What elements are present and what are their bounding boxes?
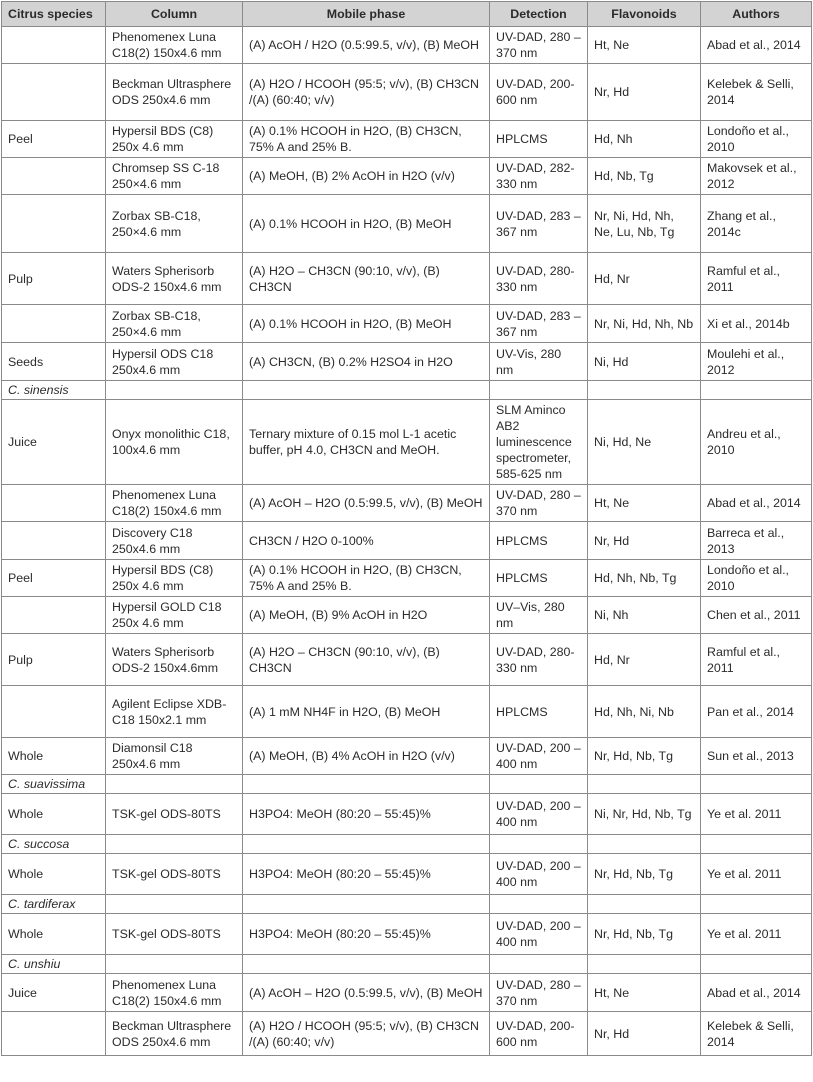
empty-cell (243, 835, 490, 854)
table-row (2, 794, 812, 835)
flavonoids-cell: Hd, Nh (588, 121, 701, 158)
table-row (2, 158, 812, 195)
authors-cell: Ye et al. 2011 (701, 854, 812, 895)
mobile-phase-cell: (A) 1 mM NH4F in H2O, (B) MeOH (243, 686, 490, 738)
authors-cell: Ye et al. 2011 (701, 794, 812, 835)
empty-cell (106, 955, 243, 974)
column-cell: Discovery C18 250x4.6 mm (106, 522, 243, 560)
mobile-phase-cell: (A) MeOH, (B) 9% AcOH in H2O (243, 597, 490, 634)
authors-cell: Pan et al., 2014 (701, 686, 812, 738)
citrus-species-cell (2, 158, 106, 195)
table-row (2, 854, 812, 895)
empty-cell (490, 955, 588, 974)
species-group-label: C. tardiferax (2, 895, 106, 914)
mobile-phase-cell: (A) MeOH, (B) 2% AcOH in H2O (v/v) (243, 158, 490, 195)
authors-cell: Londoño et al., 2010 (701, 121, 812, 158)
header-flavonoids: Flavonoids (588, 2, 701, 27)
detection-cell: SLM Aminco AB2 luminescence spectrometer, 585-625 nm (490, 400, 588, 485)
empty-cell (588, 775, 701, 794)
authors-cell: Chen et al., 2011 (701, 597, 812, 634)
column-cell: Phenomenex Luna C18(2) 150x4.6 mm (106, 27, 243, 64)
detection-cell: UV-DAD, 283 – 367 nm (490, 305, 588, 343)
flavonoids-cell: Nr, Hd (588, 522, 701, 560)
header-column: Column (106, 2, 243, 27)
mobile-phase-cell: H3PO4: MeOH (80:20 – 55:45)% (243, 794, 490, 835)
authors-cell: Zhang et al., 2014c (701, 195, 812, 253)
citrus-species-cell: Pulp (2, 253, 106, 305)
empty-cell (588, 835, 701, 854)
table-row (2, 1012, 812, 1056)
column-cell: Hypersil GOLD C18 250x 4.6 mm (106, 597, 243, 634)
citrus-species-cell: Peel (2, 121, 106, 158)
empty-cell (106, 835, 243, 854)
flavonoids-cell: Nr, Hd, Nb, Tg (588, 854, 701, 895)
detection-cell: UV-DAD, 280-330 nm (490, 634, 588, 686)
detection-cell: UV-DAD, 282-330 nm (490, 158, 588, 195)
flavonoids-cell: Hd, Nb, Tg (588, 158, 701, 195)
empty-cell (490, 775, 588, 794)
citrus-species-cell (2, 1012, 106, 1056)
column-cell: Phenomenex Luna C18(2) 150x4.6 mm (106, 485, 243, 522)
mobile-phase-cell: CH3CN / H2O 0-100% (243, 522, 490, 560)
authors-cell: Andreu et al., 2010 (701, 400, 812, 485)
citrus-species-cell: Whole (2, 738, 106, 775)
column-cell: Zorbax SB-C18, 250×4.6 mm (106, 305, 243, 343)
column-cell: Beckman Ultrasphere ODS 250x4.6 mm (106, 1012, 243, 1056)
mobile-phase-cell: (A) MeOH, (B) 4% AcOH in H2O (v/v) (243, 738, 490, 775)
header-row (2, 2, 812, 27)
mobile-phase-cell: (A) 0.1% HCOOH in H2O, (B) MeOH (243, 195, 490, 253)
table-row (2, 560, 812, 597)
citrus-species-cell: Seeds (2, 343, 106, 381)
species-group-label: C. suavissima (2, 775, 106, 794)
mobile-phase-cell: (A) AcOH – H2O (0.5:99.5, v/v), (B) MeOH (243, 485, 490, 522)
flavonoids-cell: Nr, Hd (588, 64, 701, 121)
authors-cell: Ramful et al., 2011 (701, 253, 812, 305)
mobile-phase-cell: (A) 0.1% HCOOH in H2O, (B) MeOH (243, 305, 490, 343)
flavonoids-cell: Hd, Nh, Ni, Nb (588, 686, 701, 738)
citrus-species-cell (2, 195, 106, 253)
header-detection: Detection (490, 2, 588, 27)
flavonoids-cell: Hd, Nr (588, 253, 701, 305)
column-cell: Hypersil BDS (C8) 250x 4.6 mm (106, 121, 243, 158)
species-group-row (2, 955, 812, 974)
mobile-phase-cell: Ternary mixture of 0.15 mol L-1 acetic buffer, pH 4.0, CH3CN and MeOH. (243, 400, 490, 485)
authors-cell: Kelebek & Selli, 2014 (701, 64, 812, 121)
species-group-row (2, 835, 812, 854)
flavonoids-cell: Nr, Hd, Nb, Tg (588, 914, 701, 955)
table-row (2, 974, 812, 1012)
citrus-species-cell: Juice (2, 974, 106, 1012)
authors-cell: Abad et al., 2014 (701, 974, 812, 1012)
mobile-phase-cell: (A) 0.1% HCOOH in H2O, (B) CH3CN, 75% A and 25% B. (243, 121, 490, 158)
column-cell: TSK-gel ODS-80TS (106, 794, 243, 835)
empty-cell (588, 955, 701, 974)
column-cell: Hypersil ODS C18 250x4.6 mm (106, 343, 243, 381)
column-cell: Diamonsil C18 250x4.6 mm (106, 738, 243, 775)
empty-cell (490, 895, 588, 914)
flavonoids-cell: Ni, Nh (588, 597, 701, 634)
header-authors: Authors (701, 2, 812, 27)
table-body (2, 27, 812, 1056)
mobile-phase-cell: H3PO4: MeOH (80:20 – 55:45)% (243, 914, 490, 955)
empty-cell (701, 835, 812, 854)
detection-cell: UV-DAD, 280 – 370 nm (490, 974, 588, 1012)
table-row (2, 343, 812, 381)
citrus-species-cell (2, 485, 106, 522)
table-row (2, 121, 812, 158)
detection-cell: UV-DAD, 200 – 400 nm (490, 914, 588, 955)
table-row (2, 522, 812, 560)
flavonoids-cell: Nr, Ni, Hd, Nh, Nb (588, 305, 701, 343)
detection-cell: HPLCMS (490, 121, 588, 158)
citrus-species-cell (2, 522, 106, 560)
empty-cell (701, 381, 812, 400)
column-cell: Hypersil BDS (C8) 250x 4.6 mm (106, 560, 243, 597)
column-cell: Agilent Eclipse XDB-C18 150x2.1 mm (106, 686, 243, 738)
citrus-species-cell (2, 686, 106, 738)
table-row (2, 253, 812, 305)
empty-cell (106, 381, 243, 400)
detection-cell: UV–Vis, 280 nm (490, 597, 588, 634)
authors-cell: Xi et al., 2014b (701, 305, 812, 343)
authors-cell: Abad et al., 2014 (701, 485, 812, 522)
authors-cell: Londoño et al., 2010 (701, 560, 812, 597)
detection-cell: UV-DAD, 200-600 nm (490, 64, 588, 121)
mobile-phase-cell: (A) AcOH – H2O (0.5:99.5, v/v), (B) MeOH (243, 974, 490, 1012)
detection-cell: UV-DAD, 200 – 400 nm (490, 738, 588, 775)
citrus-species-cell: Pulp (2, 634, 106, 686)
empty-cell (106, 895, 243, 914)
species-group-label: C. succosa (2, 835, 106, 854)
table-row (2, 400, 812, 485)
species-group-row (2, 381, 812, 400)
citrus-species-cell (2, 597, 106, 634)
flavonoids-cell: Ni, Hd, Ne (588, 400, 701, 485)
empty-cell (243, 955, 490, 974)
detection-cell: UV-DAD, 200-600 nm (490, 1012, 588, 1056)
flavonoids-cell: Ht, Ne (588, 485, 701, 522)
flavonoids-cell: Ht, Ne (588, 27, 701, 64)
authors-cell: Moulehi et al., 2012 (701, 343, 812, 381)
detection-cell: UV-DAD, 280 – 370 nm (490, 27, 588, 64)
flavonoids-cell: Ni, Hd (588, 343, 701, 381)
authors-cell: Makovsek et al., 2012 (701, 158, 812, 195)
empty-cell (588, 381, 701, 400)
flavonoids-cell: Ht, Ne (588, 974, 701, 1012)
authors-cell: Abad et al., 2014 (701, 27, 812, 64)
empty-cell (243, 381, 490, 400)
mobile-phase-cell: (A) AcOH / H2O (0.5:99.5, v/v), (B) MeOH (243, 27, 490, 64)
detection-cell: UV-DAD, 280-330 nm (490, 253, 588, 305)
column-cell: Beckman Ultrasphere ODS 250x4.6 mm (106, 64, 243, 121)
detection-cell: HPLCMS (490, 686, 588, 738)
column-cell: Chromsep SS C-18 250×4.6 mm (106, 158, 243, 195)
authors-cell: Sun et al., 2013 (701, 738, 812, 775)
citrus-species-cell: Peel (2, 560, 106, 597)
table-row (2, 597, 812, 634)
citrus-species-cell: Whole (2, 854, 106, 895)
species-group-label: C. sinensis (2, 381, 106, 400)
authors-cell: Kelebek & Selli, 2014 (701, 1012, 812, 1056)
header-mobile-phase: Mobile phase (243, 2, 490, 27)
table-row (2, 195, 812, 253)
species-group-row (2, 895, 812, 914)
empty-cell (106, 775, 243, 794)
detection-cell: HPLCMS (490, 522, 588, 560)
citrus-species-cell (2, 64, 106, 121)
column-cell: Waters Spherisorb ODS-2 150x4.6 mm (106, 253, 243, 305)
mobile-phase-cell: (A) H2O / HCOOH (95:5; v/v), (B) CH3CN /(A) (60:40; v/v) (243, 64, 490, 121)
citrus-species-cell (2, 27, 106, 64)
table-row (2, 914, 812, 955)
mobile-phase-cell: (A) H2O – CH3CN (90:10, v/v), (B) CH3CN (243, 253, 490, 305)
column-cell: Phenomenex Luna C18(2) 150x4.6 mm (106, 974, 243, 1012)
column-cell: Zorbax SB-C18, 250×4.6 mm (106, 195, 243, 253)
detection-cell: UV-DAD, 283 – 367 nm (490, 195, 588, 253)
flavonoids-cell: Nr, Hd, Nb, Tg (588, 738, 701, 775)
table-row (2, 305, 812, 343)
empty-cell (490, 835, 588, 854)
table-row (2, 738, 812, 775)
mobile-phase-cell: (A) H2O – CH3CN (90:10, v/v), (B) CH3CN (243, 634, 490, 686)
detection-cell: UV-DAD, 280 – 370 nm (490, 485, 588, 522)
detection-cell: UV-DAD, 200 – 400 nm (490, 854, 588, 895)
column-cell: Onyx monolithic C18, 100x4.6 mm (106, 400, 243, 485)
mobile-phase-cell: (A) 0.1% HCOOH in H2O, (B) CH3CN, 75% A and 25% B. (243, 560, 490, 597)
column-cell: TSK-gel ODS-80TS (106, 854, 243, 895)
mobile-phase-cell: H3PO4: MeOH (80:20 – 55:45)% (243, 854, 490, 895)
flavonoid-methods-table (1, 1, 812, 1056)
detection-cell: HPLCMS (490, 560, 588, 597)
authors-cell: Ye et al. 2011 (701, 914, 812, 955)
empty-cell (490, 381, 588, 400)
table-row (2, 634, 812, 686)
empty-cell (588, 895, 701, 914)
species-group-label: C. unshiu (2, 955, 106, 974)
header-citrus-species: Citrus species (2, 2, 106, 27)
citrus-species-cell: Juice (2, 400, 106, 485)
column-cell: TSK-gel ODS-80TS (106, 914, 243, 955)
flavonoids-cell: Nr, Hd (588, 1012, 701, 1056)
citrus-species-cell: Whole (2, 914, 106, 955)
citrus-species-cell (2, 305, 106, 343)
empty-cell (243, 775, 490, 794)
empty-cell (701, 895, 812, 914)
species-group-row (2, 775, 812, 794)
table-row (2, 485, 812, 522)
column-cell: Waters Spherisorb ODS-2 150x4.6mm (106, 634, 243, 686)
flavonoids-cell: Hd, Nh, Nb, Tg (588, 560, 701, 597)
table-row (2, 27, 812, 64)
mobile-phase-cell: (A) CH3CN, (B) 0.2% H2SO4 in H2O (243, 343, 490, 381)
flavonoids-cell: Hd, Nr (588, 634, 701, 686)
flavonoids-cell: Nr, Ni, Hd, Nh, Ne, Lu, Nb, Tg (588, 195, 701, 253)
authors-cell: Ramful et al., 2011 (701, 634, 812, 686)
empty-cell (701, 955, 812, 974)
detection-cell: UV-DAD, 200 – 400 nm (490, 794, 588, 835)
authors-cell: Barreca et al., 2013 (701, 522, 812, 560)
mobile-phase-cell: (A) H2O / HCOOH (95:5; v/v), (B) CH3CN /(A) (60:40; v/v) (243, 1012, 490, 1056)
table-row (2, 686, 812, 738)
empty-cell (243, 895, 490, 914)
detection-cell: UV-Vis, 280 nm (490, 343, 588, 381)
table-row (2, 64, 812, 121)
citrus-species-cell: Whole (2, 794, 106, 835)
empty-cell (701, 775, 812, 794)
flavonoids-cell: Ni, Nr, Hd, Nb, Tg (588, 794, 701, 835)
